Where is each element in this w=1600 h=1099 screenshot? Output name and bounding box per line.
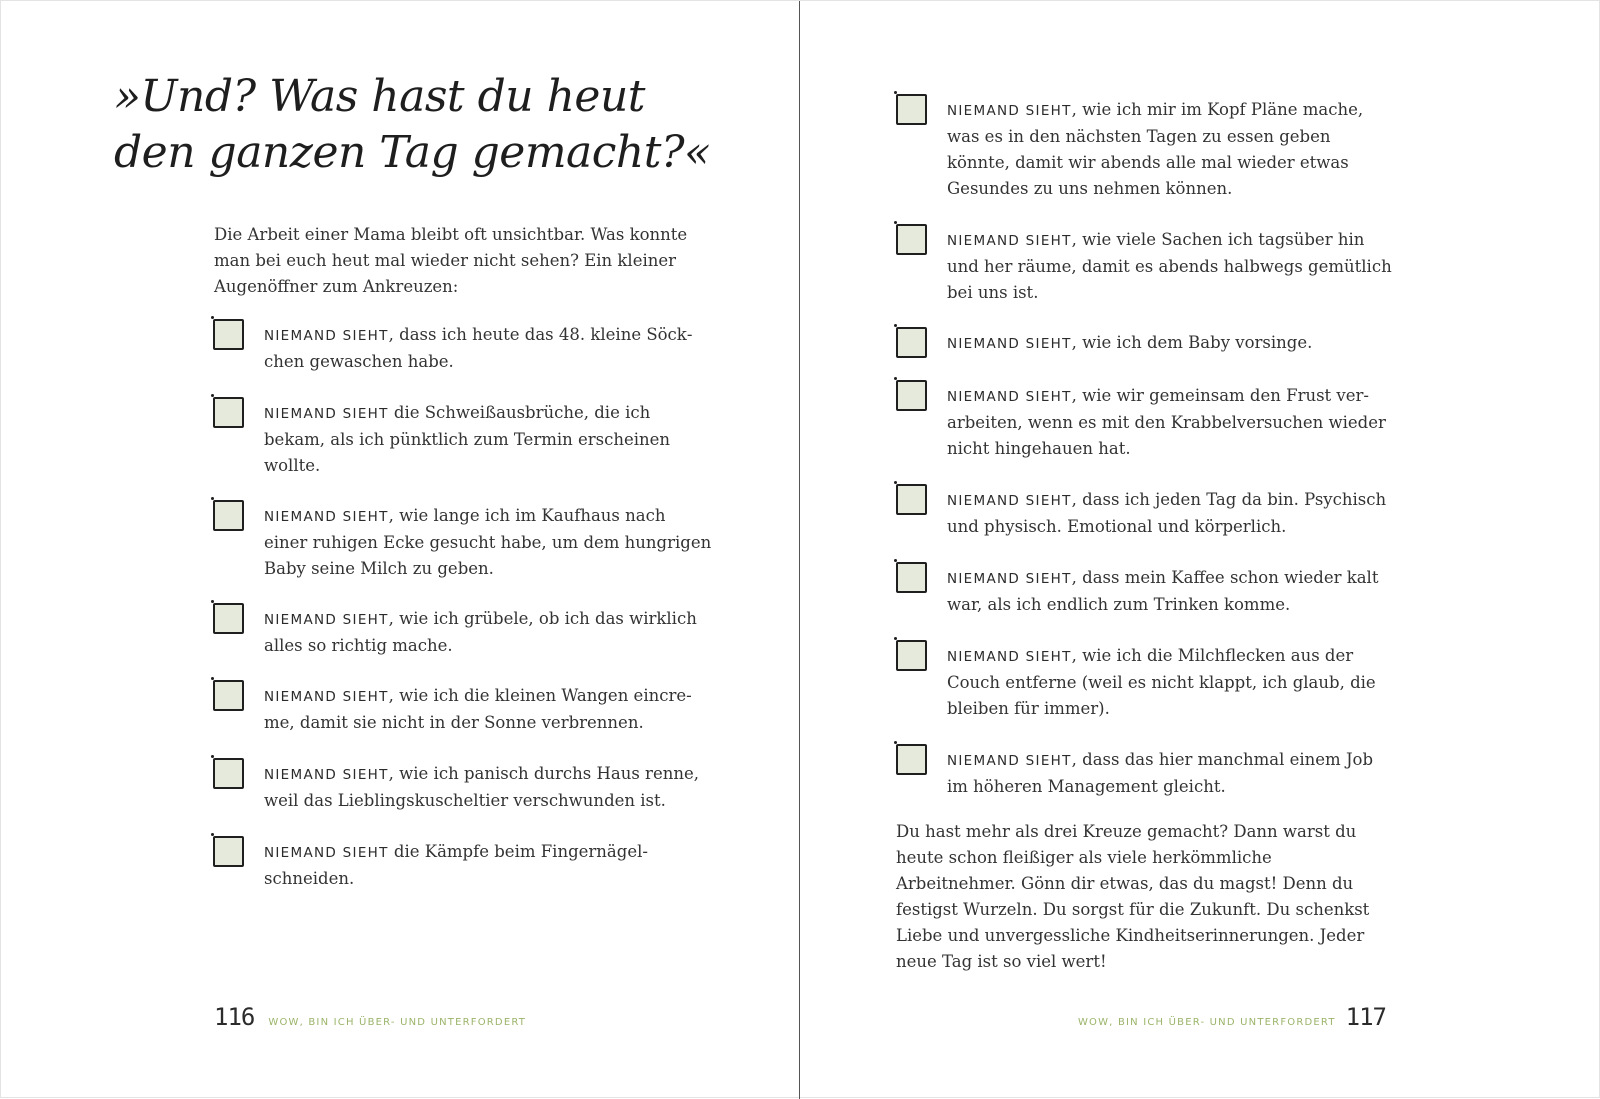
checklist-item[interactable] [213,400,713,479]
intro-paragraph: Die Arbeit einer Mama bleibt oft unsichtbar. Was konnte man bei euch heut mal wieder nicht sehen? Ein kleiner Augenöffner zum Ankreuzen: [214,225,688,296]
item-lead: NIEMAND SIEHT [264,328,389,344]
running-head: WOW, BIN ICH ÜBER- UND UNTERFORDERT [268,1017,527,1028]
checklist-item-text [264,400,713,479]
item-lead: NIEMAND SIEHT [264,612,389,628]
page-number: 117 [1345,1003,1386,1031]
checkbox[interactable] [896,380,927,411]
checklist-item-text [264,683,713,736]
item-lead: NIEMAND SIEHT [947,753,1072,769]
checklist-item-text [264,839,713,892]
checklist-item[interactable] [213,322,713,375]
item-body: , dass das hier manchmal einem Job im höheren Management gleicht. [947,750,1374,796]
item-body: , dass ich jeden Tag da bin. Psychisch und physisch. Emotional und körperlich. [947,490,1387,536]
item-body: , wie ich grübele, ob ich das wirklich alles so richtig mache. [264,609,697,655]
item-lead: NIEMAND SIEHT [947,103,1072,119]
item-body: , wie viele Sachen ich tagsüber hin und her räume, damit es abends halbwegs gemütlich bei uns ist. [947,230,1392,302]
checklist-item-text [264,503,713,582]
checklist-item-text [947,227,1396,306]
item-lead: NIEMAND SIEHT [264,767,389,783]
item-lead: NIEMAND SIEHT [264,845,389,861]
checklist-item[interactable] [213,683,713,736]
checkbox[interactable] [213,603,244,634]
item-body: , wie wir gemeinsam den Frust verarbeiten, wenn es mit den Krabbelversuchen wieder nicht hingehauen hat. [947,386,1386,458]
checklist-item[interactable] [896,487,1396,540]
checklist-item-text [947,747,1396,800]
checkbox[interactable] [896,224,927,255]
item-body: die Kämpfe beim Fingernägelschneiden. [264,842,648,888]
checklist-item[interactable] [896,97,1396,202]
checklist-item-text [947,643,1396,722]
checkbox[interactable] [896,484,927,515]
checkbox[interactable] [213,836,244,867]
title-line-1: »Und? Was hast du heut [114,71,645,122]
checklist-item-text [947,383,1396,462]
checklist-item-text [947,565,1396,618]
item-lead: NIEMAND SIEHT [264,406,389,422]
checkbox[interactable] [213,680,244,711]
checkbox[interactable] [213,500,244,531]
checklist-item[interactable] [896,330,1396,358]
checklist-item[interactable] [213,606,713,659]
checklist-item-text [947,487,1396,540]
item-lead: NIEMAND SIEHT [947,389,1072,405]
running-head: WOW, BIN ICH ÜBER- UND UNTERFORDERT [1077,1017,1336,1028]
checklist-item-text [264,322,713,375]
item-lead: NIEMAND SIEHT [947,493,1072,509]
title-line-2: den ganzen Tag gemacht?« [114,127,711,178]
checkbox[interactable] [213,758,244,789]
item-body: , wie ich dem Baby vorsinge. [1071,333,1313,352]
item-body: , dass mein Kaffee schon wieder kalt war, als ich endlich zum Trinken komme. [947,568,1379,614]
checkbox[interactable] [896,562,927,593]
item-lead: NIEMAND SIEHT [947,649,1072,665]
item-lead: NIEMAND SIEHT [947,233,1072,249]
page-footer [214,1003,526,1031]
checkbox[interactable] [213,397,244,428]
item-lead: NIEMAND SIEHT [947,571,1072,587]
item-body: , wie ich die Milchflecken aus der Couch entferne (weil es nicht klappt, ich glaub, die bleiben für immer). [947,646,1376,718]
item-body: , wie ich die kleinen Wangen eincreme, damit sie nicht in der Sonne verbrennen. [264,686,692,732]
checklist-item[interactable] [896,227,1396,306]
checklist-item-text [264,606,713,659]
page-footer [1078,1003,1386,1031]
page-title [114,69,734,181]
checkbox[interactable] [896,640,927,671]
item-lead: NIEMAND SIEHT [947,336,1072,352]
item-body: , wie ich panisch durchs Haus renne, weil das Lieblingskuscheltier verschwunden ist. [264,764,699,810]
item-body: , dass ich heute das 48. kleine Söckchen gewaschen habe. [264,325,693,371]
item-body: , wie ich mir im Kopf Pläne mache, was es in den nächsten Tagen zu essen geben könnte, damit wir abends alle mal wieder etwas Gesundes zu uns nehmen können. [947,100,1364,198]
item-lead: NIEMAND SIEHT [264,689,389,705]
checkbox[interactable] [896,94,927,125]
checklist-item-text [947,97,1396,202]
checklist-item[interactable] [213,761,713,814]
checklist-item[interactable] [213,839,713,892]
item-body: , wie lange ich im Kaufhaus nach einer ruhigen Ecke gesucht habe, um dem hungrigen Baby seine Milch zu geben. [264,506,712,578]
page-number: 116 [214,1003,255,1031]
checkbox[interactable] [213,319,244,350]
conclusion-paragraph: Du hast mehr als drei Kreuze gemacht? Dann warst du heute schon fleißiger als viele herkömmliche Arbeitnehmer. Gönn dir etwas, das du magst! Denn du festigst Wurzeln. Du sorgst für die Zukunft. Du schenkst Liebe und unvergessliche Kindheitserinnerungen. Jeder neue Tag ist so viel wert! [896,822,1370,971]
checklist-item-text [264,761,713,814]
checklist-item[interactable] [896,565,1396,618]
left-page [1,1,799,1099]
checkbox[interactable] [896,744,927,775]
checklist-item[interactable] [896,747,1396,800]
checklist-item[interactable] [896,383,1396,462]
checklist-item-text [947,330,1312,357]
item-lead: NIEMAND SIEHT [264,509,389,525]
checkbox[interactable] [896,327,927,358]
checklist-item[interactable] [896,643,1396,722]
item-body: die Schweißausbrüche, die ich bekam, als ich pünktlich zum Termin erscheinen wollte. [264,403,671,475]
checklist-item[interactable] [213,503,713,582]
